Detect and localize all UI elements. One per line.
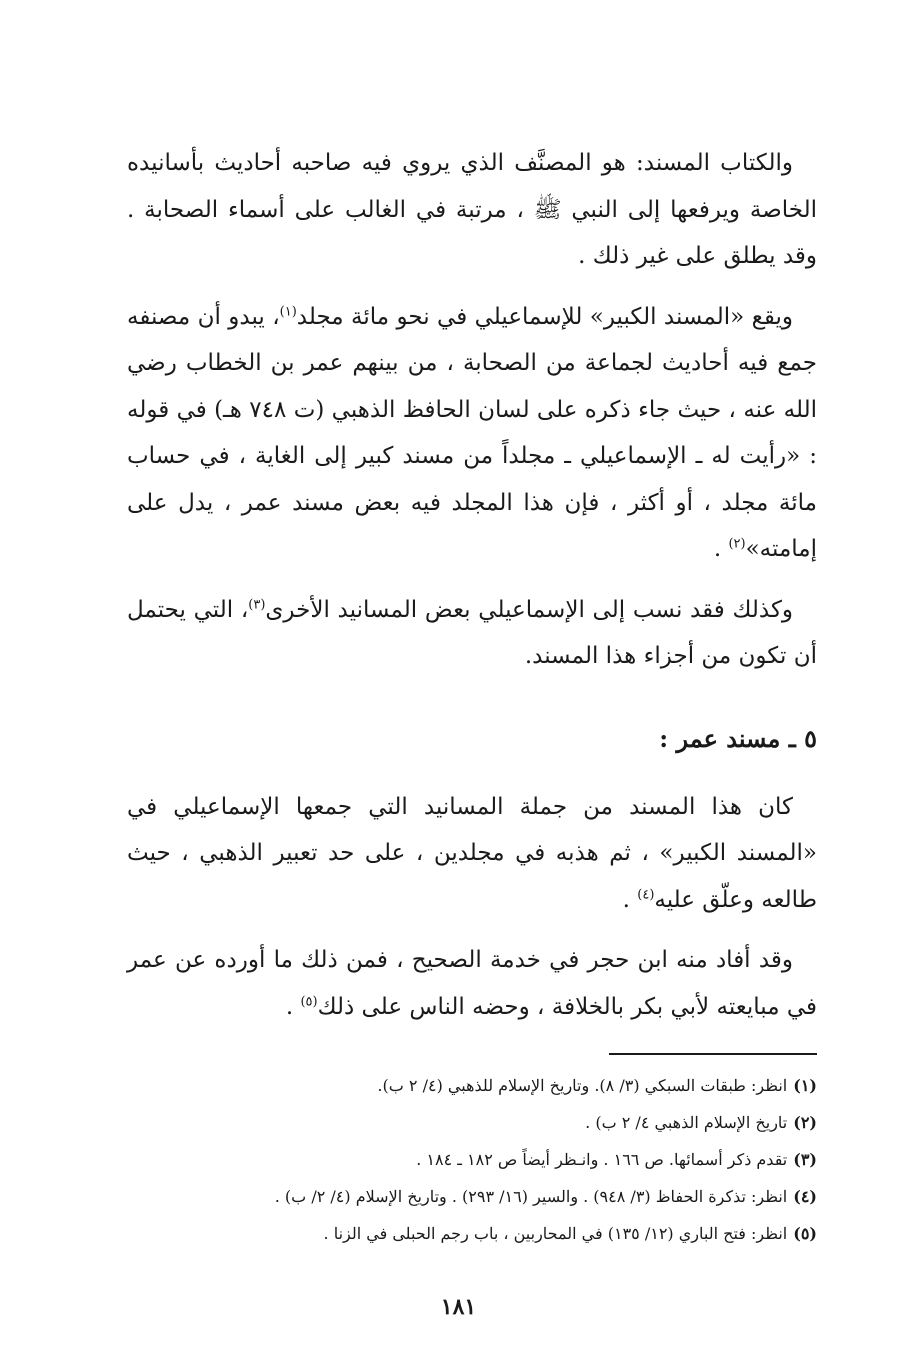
paragraph-text: . (285, 993, 301, 1020)
paragraph-text: . (713, 536, 729, 562)
paragraph-other-masanid (127, 587, 817, 680)
footnote-text: تاريخ الإسلام الذهبي ٤/ ٢ ب) . (585, 1113, 788, 1132)
paragraph-text: كان هذا المسند من جملة المسانيد التي جمعها الإسماعيلي في «المسند الكبير» ، ثم هذبه في مجلدين ، على حد تعبير الذهبي ، حيث طالعه وعلّق عليه (127, 793, 817, 913)
footnote-text: انظر: طبقات السبكي (٣/ ٨). وتاريخ الإسلام للذهبي (٤/ ٢ ب). (377, 1076, 788, 1095)
footnote-number: (٣) (793, 1150, 817, 1169)
page-number: ١٨١ (440, 1294, 477, 1320)
footnote-number: (١) (793, 1076, 817, 1095)
footnote-number: (٥) (793, 1224, 817, 1243)
paragraph-musnad-kabir (127, 294, 817, 573)
footnote-ref-4: (٤) (637, 886, 655, 902)
footnotes (127, 1053, 817, 1252)
footnote-4 (127, 1178, 817, 1215)
paragraph-text: . (622, 886, 638, 913)
paragraph-musnad-definition (127, 140, 817, 280)
paragraph-text: وكذلك فقد نسب إلى الإسماعيلي بعض المسانيد الأخرى (265, 596, 793, 623)
footnote-3 (127, 1141, 817, 1178)
footnote-ref-3: (٣) (248, 596, 266, 612)
footnote-ref-1: (١) (279, 303, 297, 319)
paragraph-text: ، يبدو أن مصنفه جمع فيه أحاديث لجماعة من الصحابة ، من بينهم عمر بن الخطاب رضي الله عنه ، حيث جاء ذكره على لسان الحافظ الذهبي (ت ٧٤٨ هـ) في قوله : «رأيت له ـ الإسماعيلي ـ مجلداً من مسند كبير إلى الغاية ، في حساب مائة مجلد ، أو أكثر ، فإن هذا المجلد فيه بعض مسند عمر ، يدل على إمامته» (127, 303, 818, 562)
footnote-number: (٤) (793, 1187, 817, 1206)
paragraph-text: وقد أفاد منه ابن حجر في خدمة الصحيح ، فمن ذلك ما أورده عن عمر في مبايعته لأبي بكر بالخلافة ، وحضه الناس على ذلك (127, 947, 817, 1020)
footnote-text: انظر: تذكرة الحفاظ (٣/ ٩٤٨) . والسير (١٦/ ٢٩٣) . وتاريخ الإسلام (٤/ ٢/ ب) . (274, 1187, 788, 1206)
paragraph-text: والكتاب المسند: هو المصنَّف الذي يروي فيه صاحبه أحاديث بأسانيده الخاصة ويرفعها إلى النبي ﷺ ، مرتبة في الغالب على أسماء الصحابة . وقد يطلق على غير ذلك . (127, 150, 817, 269)
footnote-2 (127, 1104, 817, 1141)
footnote-ref-5: (٥) (300, 993, 318, 1009)
footnote-separator (609, 1053, 817, 1055)
paragraph-musnad-umar (127, 784, 817, 924)
paragraph-text: ، التي يحتمل أن تكون من أجزاء هذا المسند. (127, 596, 817, 669)
footnote-text: انظر: فتح الباري (١٢/ ١٣٥) في المحاربين ، باب رجم الحبلى في الزنا . (323, 1224, 788, 1243)
footnote-number: (٢) (793, 1113, 817, 1132)
footnote-text: تقدم ذكر أسمائها. ص ١٦٦ . وانـظر أيضاً ص ١٨٢ ـ ١٨٤ . (416, 1150, 788, 1169)
footnote-5 (127, 1215, 817, 1252)
footnote-ref-2: (٢) (728, 536, 746, 552)
section-heading: ٥ ـ مسند عمر : (659, 723, 817, 753)
paragraph-text: ويقع «المسند الكبير» للإسماعيلي في نحو مائة مجلد (296, 303, 793, 330)
paragraph-ibn-hajar (127, 937, 817, 1030)
footnote-1 (127, 1067, 817, 1104)
main-text (127, 140, 817, 1044)
